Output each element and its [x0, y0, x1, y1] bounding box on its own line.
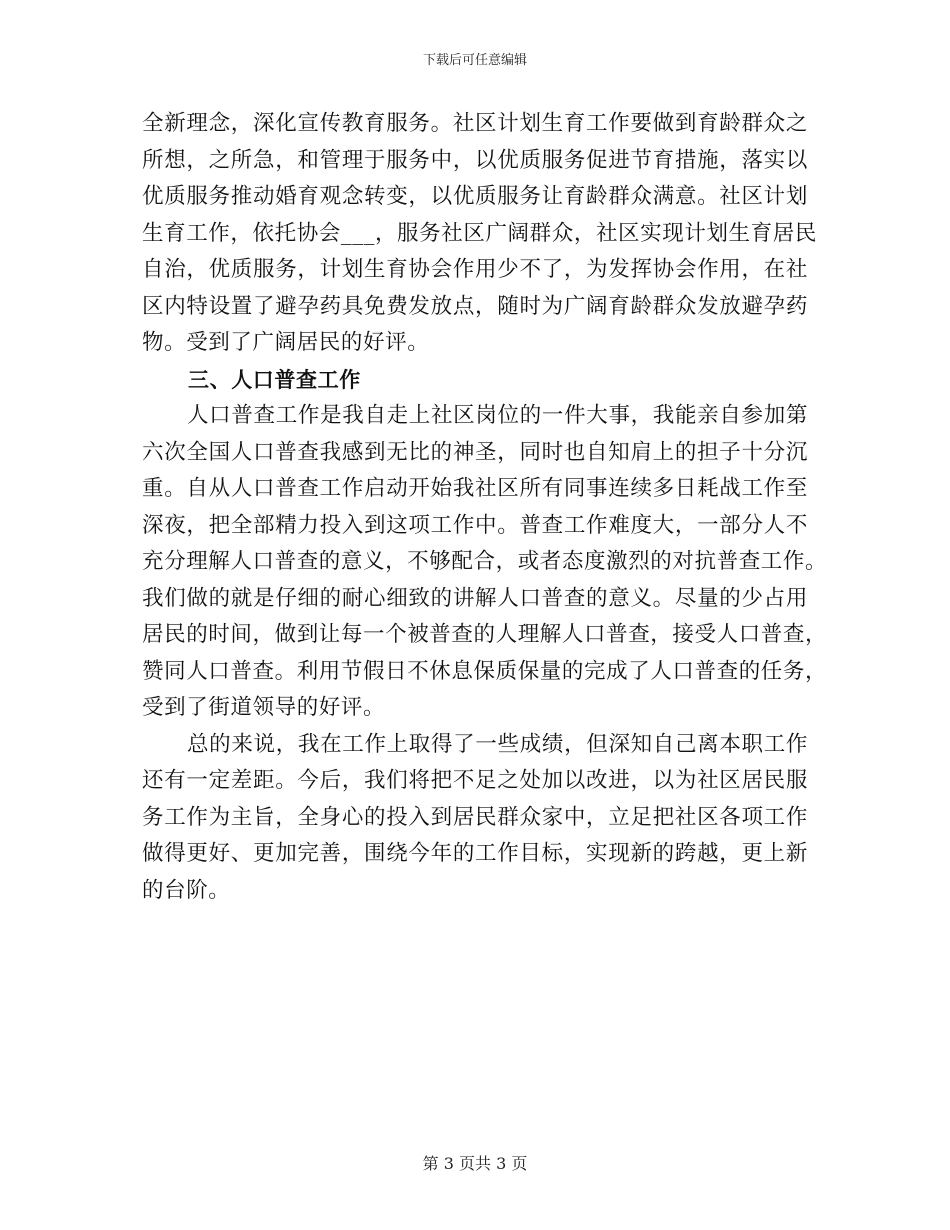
- text-line: 还有一定差距。今后，我们将把不足之处加以改进，以为社区居民服: [142, 768, 808, 793]
- text-line: 赞同人口普查。利用节假日不休息保质保量的完成了人口普查的任务，: [142, 658, 828, 684]
- text-line: 做得更好、更加完善，围绕今年的工作目标，实现新的跨越，更上新: [142, 841, 808, 866]
- text-line: 生育工作，依托协会___，服务社区广阔群众，社区实现计划生育居民: [142, 220, 817, 246]
- text-line: 区内特设置了避孕药具免费发放点，随时为广阔育龄群众发放避孕药: [142, 293, 808, 319]
- section-heading: 三、人口普查工作: [188, 367, 361, 392]
- text-line: 所想，之所急，和管理于服务中，以优质服务促进节育措施，落实以: [142, 147, 808, 173]
- text-line: 充分理解人口普查的意义，不够配合，或者态度激烈的对抗普查工作。: [142, 549, 828, 574]
- page-header-note: 下载后可任意编辑: [422, 53, 527, 68]
- text-line: 物。受到了广阔居民的好评。: [142, 330, 430, 355]
- text-line: 自治，优质服务，计划生育协会作用少不了，为发挥协会作用，在社: [142, 257, 808, 282]
- text-line: 全新理念，深化宣传教育服务。社区计划生育工作要做到育龄群众之: [142, 111, 808, 136]
- text-line: 受到了街道领导的好评。: [142, 695, 386, 720]
- text-line: 的台阶。: [142, 877, 231, 903]
- text-line: 人口普查工作是我自走上社区岗位的一件大事，我能亲自参加第: [187, 403, 808, 428]
- text-line: 深夜，把全部精力投入到这项工作中。普查工作难度大，一部分人不: [142, 512, 808, 538]
- text-line: 居民的时间，做到让每一个被普查的人理解人口普查，接受人口普查，: [142, 622, 828, 647]
- text-line: 六次全国人口普查我感到无比的神圣，同时也自知肩上的担子十分沉: [142, 439, 808, 465]
- text-line: 重。自从人口普查工作启动开始我社区所有同事连续多日耗战工作至: [142, 476, 808, 501]
- document-body: [142, 106, 828, 909]
- text-line: 优质服务推动婚育观念转变，以优质服务让育龄群众满意。社区计划: [142, 184, 808, 209]
- text-line: 我们做的就是仔细的耐心细致的讲解人口普查的意义。尽量的少占用: [142, 585, 808, 611]
- text-line: 务工作为主旨，全身心的投入到居民群众家中，立足把社区各项工作: [142, 804, 808, 830]
- text-line: 总的来说，我在工作上取得了一些成绩，但深知自己离本职工作: [187, 731, 808, 757]
- page-number: 第 3 页共 3 页: [422, 1154, 528, 1173]
